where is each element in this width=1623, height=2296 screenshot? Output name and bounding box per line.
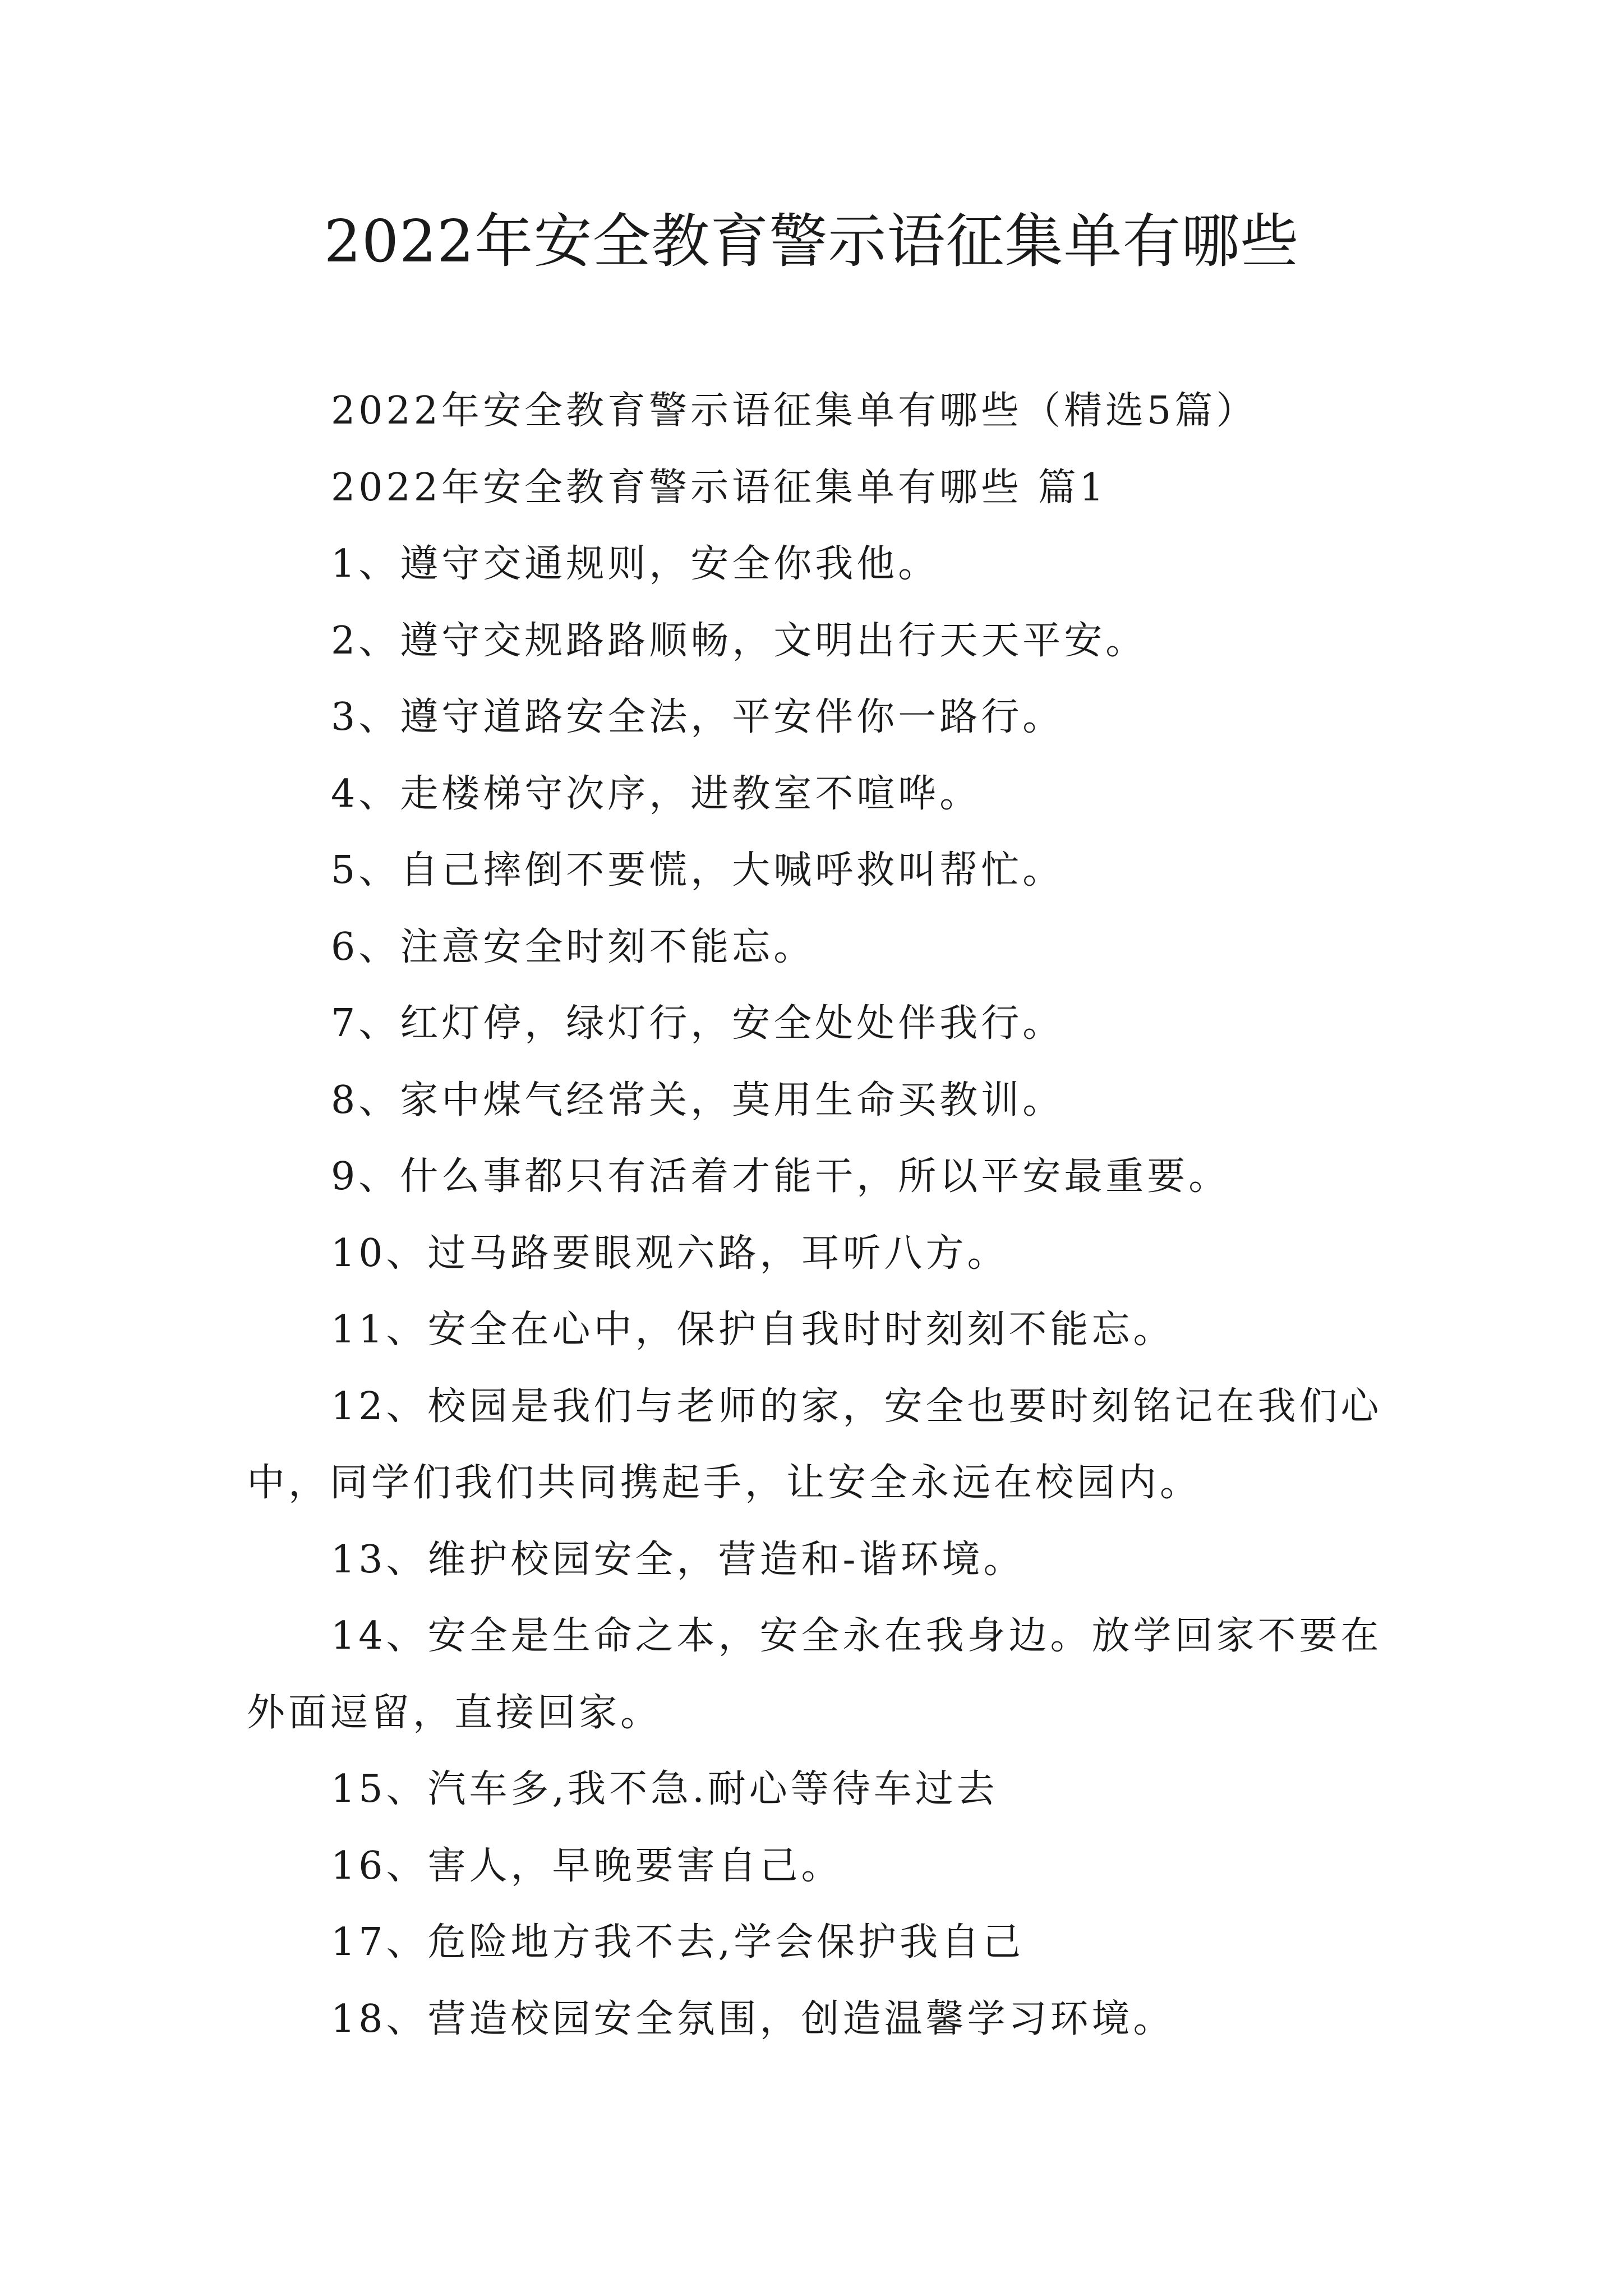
slogan-item: 10、过马路要眼观六路，耳听八方。 bbox=[331, 1231, 1009, 1276]
slogan-item: 6、注意安全时刻不能忘。 bbox=[331, 924, 815, 969]
document-title: 2022年安全教育警示语征集单有哪些 bbox=[324, 207, 1299, 275]
slogan-item: 13、维护校园安全，营造和-谐环境。 bbox=[331, 1537, 1025, 1582]
slogan-item: 7、红灯停，绿灯行，安全处处伴我行。 bbox=[331, 1001, 1064, 1046]
slogan-item: 15、汽车多,我不急.耐心等待车过去 bbox=[331, 1767, 998, 1811]
slogan-item: 11、安全在心中，保护自我时时刻刻不能忘。 bbox=[331, 1308, 1175, 1352]
slogan-item: 4、走楼梯守次序，进教室不喧哗。 bbox=[331, 771, 981, 816]
slogan-item: 8、家中煤气经常关，莫用生命买教训。 bbox=[331, 1078, 1064, 1122]
slogan-item: 14、安全是生命之本，安全永在我身边。放学回家不要在外面逗留，直接回家。 bbox=[247, 1614, 1382, 1735]
paragraph-subtitle: 2022年安全教育警示语征集单有哪些（精选5篇） bbox=[331, 389, 1258, 433]
document-body bbox=[247, 373, 1391, 2058]
slogan-item: 9、什么事都只有活着才能干，所以平安最重要。 bbox=[331, 1154, 1230, 1199]
slogan-item: 12、校园是我们与老师的家，安全也要时刻铭记在我们心中，同学们我们共同携起手，让安全永远在校园内。 bbox=[247, 1384, 1382, 1505]
paragraph-section-heading: 2022年安全教育警示语征集单有哪些 篇1 bbox=[331, 465, 1107, 510]
slogan-item: 2、遵守交规路路顺畅，文明出行天天平安。 bbox=[331, 618, 1147, 663]
slogan-item: 3、遵守道路安全法，平安伴你一路行。 bbox=[331, 695, 1064, 739]
slogan-item: 17、危险地方我不去,学会保护我自己 bbox=[331, 1920, 1025, 1964]
slogan-item: 18、营造校园安全氛围，创造温馨学习环境。 bbox=[331, 1996, 1175, 2041]
slogan-item: 16、害人，早晚要害自己。 bbox=[331, 1843, 843, 1888]
slogan-item: 1、遵守交通规则，安全你我他。 bbox=[331, 542, 940, 586]
slogan-item: 5、自己摔倒不要慌，大喊呼救叫帮忙。 bbox=[331, 848, 1064, 892]
